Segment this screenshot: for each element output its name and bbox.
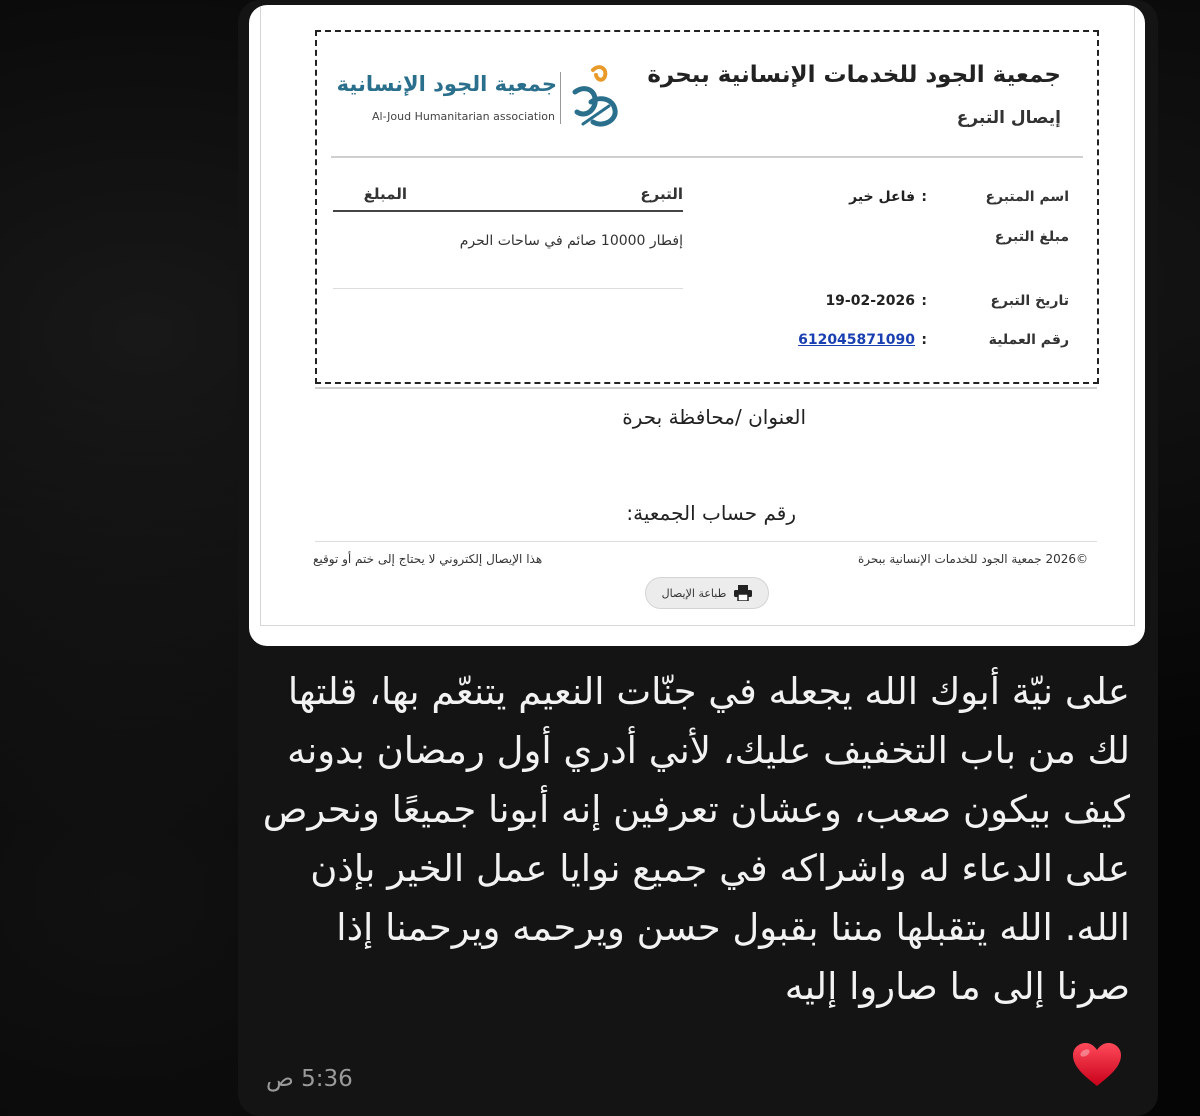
transaction-number-label: رقم العملية bbox=[988, 332, 1069, 348]
message-timestamp: 5:36 ص bbox=[266, 1066, 353, 1092]
organization-logo bbox=[333, 62, 623, 134]
organization-title: جمعية الجود للخدمات الإنسانية ببحرة bbox=[647, 62, 1061, 88]
donation-amount-label: مبلغ التبرع bbox=[994, 229, 1069, 245]
print-button-label: طباعة الإيصال bbox=[661, 586, 727, 600]
donor-name-value: فاعل خير bbox=[849, 189, 915, 205]
header-divider bbox=[331, 156, 1083, 158]
table-header-amount: المبلغ bbox=[363, 185, 407, 203]
logo-arabic-name: جمعية الجود الإنسانية bbox=[336, 72, 557, 96]
table-cell-donation-item: إفطار 10000 صائم في ساحات الحرم bbox=[459, 233, 683, 249]
table-header-divider bbox=[333, 210, 683, 212]
account-number-text: رقم حساب الجمعية: bbox=[626, 501, 796, 525]
receipt-label: إيصال التبرع bbox=[956, 108, 1061, 128]
red-heart-icon[interactable] bbox=[1072, 1042, 1122, 1088]
receipt-dashed-box bbox=[315, 30, 1099, 384]
table-row-divider bbox=[333, 288, 683, 289]
transaction-number-colon: : bbox=[921, 332, 927, 348]
table-header-donation: التبرع bbox=[640, 185, 683, 203]
print-receipt-button[interactable] bbox=[645, 577, 769, 609]
footer-divider bbox=[315, 541, 1097, 542]
donor-name-colon: : bbox=[921, 189, 927, 205]
footer-note: هذا الإيصال إلكتروني لا يحتاج إلى ختم أو توقيع bbox=[313, 552, 543, 566]
section-divider bbox=[315, 387, 1097, 389]
donation-date-value: 19-02-2026 bbox=[825, 293, 915, 309]
transaction-number-link[interactable]: 612045871090 bbox=[798, 332, 915, 348]
donation-date-label: تاريخ التبرع bbox=[990, 293, 1069, 309]
donation-date-colon: : bbox=[921, 293, 927, 309]
calligraphy-logo-icon bbox=[563, 62, 623, 132]
receipt-image[interactable] bbox=[249, 5, 1145, 646]
logo-separator bbox=[560, 72, 561, 124]
logo-english-name: Al-Joud Humanitarian association bbox=[371, 110, 555, 123]
message-text: على نيّة أبوك الله يجعله في جنّات النعيم يتنعّم بها، قلتها لك من باب التخفيف عليك، لأني أدري أول رمضان بدونه كيف بيكون صعب، وعشان تعرفين إنه أبونا جميعًا ونحرص على الدعاء له واشراكه في جميع نوايا عمل الخير بإذن الله. الله يتقبلها مننا بقبول حسن ويرحمه ويرحمنا إذا صرنا إلى ما صاروا إليه bbox=[262, 670, 1130, 1008]
receipt-page bbox=[260, 5, 1135, 626]
donor-name-label: اسم المتبرع bbox=[985, 189, 1069, 205]
printer-icon bbox=[734, 585, 752, 601]
address-text: العنوان /محافظة بحرة bbox=[622, 405, 806, 429]
footer-copyright: ©2026 جمعية الجود للخدمات الإنسانية ببحرة bbox=[857, 552, 1088, 566]
